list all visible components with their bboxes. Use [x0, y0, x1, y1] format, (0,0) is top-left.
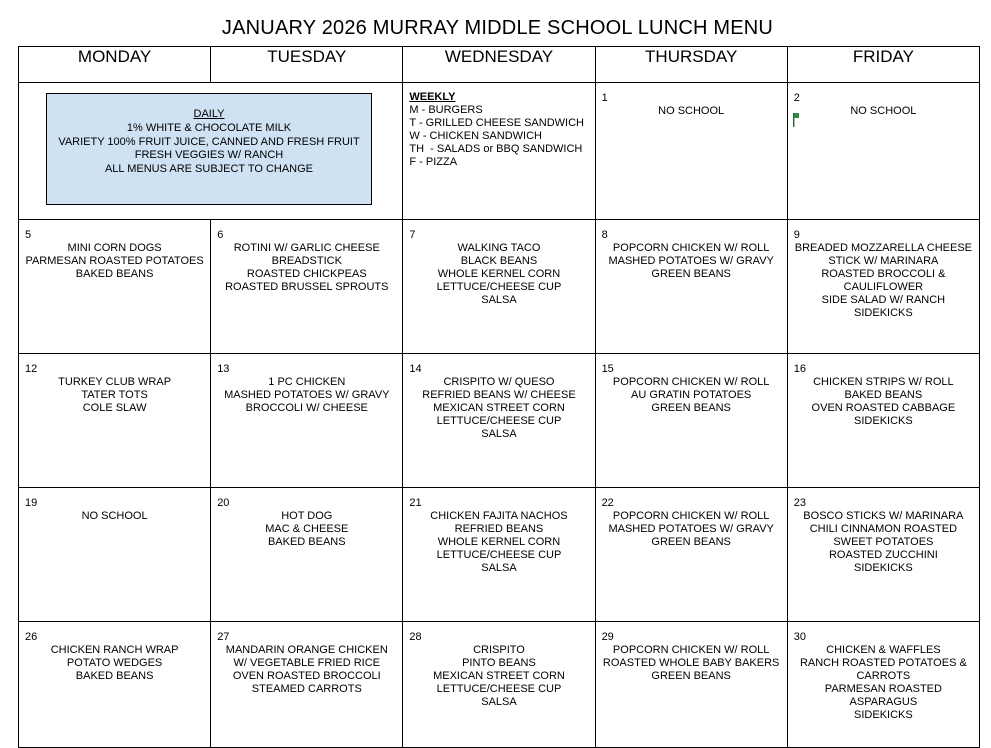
menu-item: BLACK BEANS — [460, 255, 538, 267]
day-cell — [19, 622, 211, 748]
menu-item: MANDARIN ORANGE CHICKEN — [225, 644, 388, 656]
week-row — [19, 488, 980, 622]
menu-item: POPCORN CHICKEN W/ ROLL — [612, 510, 770, 522]
menu-item: CHILI CINNAMON ROASTED — [809, 523, 958, 535]
menu-item: BREADSTICK — [271, 255, 342, 267]
day-cell — [403, 622, 595, 748]
menu-item: GREEN BEANS — [651, 268, 731, 280]
menu-item: BOSCO STICKS W/ MARINARA — [803, 510, 964, 522]
day-cell — [19, 220, 211, 354]
day-cell — [595, 354, 787, 488]
weekly-line: T - GRILLED CHEESE SANDWICH — [409, 117, 584, 129]
menu-item: BAKED BEANS — [267, 536, 346, 548]
menu-item: SALSA — [481, 696, 517, 708]
weekly-line: M - BURGERS — [409, 104, 483, 116]
menu-item: STEAMED CARROTS — [251, 683, 362, 695]
menu-item: CHICKEN & WAFFLES — [826, 644, 941, 656]
menu-item: CRISPITO — [473, 644, 525, 656]
day-cell — [403, 354, 595, 488]
day-cell — [787, 83, 979, 220]
menu-item: SWEET POTATOES — [833, 536, 934, 548]
menu-item: SIDE SALAD W/ RANCH — [821, 294, 946, 306]
day-number: 6 — [217, 229, 224, 241]
day-header-thursday: THURSDAY — [595, 47, 787, 83]
day-cell — [787, 488, 979, 622]
menu-item: SALSA — [481, 294, 517, 306]
menu-item: CRISPITO W/ QUESO — [443, 376, 555, 388]
menu-item: W/ VEGETABLE FRIED RICE — [233, 657, 381, 669]
menu-item: STICK W/ MARINARA — [828, 255, 939, 267]
menu-item: BROCCOLI W/ CHEESE — [245, 402, 368, 414]
menu-item: TURKEY CLUB WRAP — [58, 376, 172, 388]
menu-item: AU GRATIN POTATOES — [631, 389, 752, 401]
day-cell — [787, 220, 979, 354]
day-header-monday: MONDAY — [19, 47, 211, 83]
menu-item: CHICKEN STRIPS W/ ROLL — [813, 376, 954, 388]
menu-item: LETTUCE/CHEESE CUP — [436, 281, 562, 293]
menu-item: MASHED POTATOES W/ GRAVY — [224, 389, 390, 401]
weekly-line: TH - SALADS or BBQ SANDWICH — [409, 143, 583, 155]
day-number: 9 — [793, 229, 800, 241]
weekly-cell — [403, 83, 595, 220]
menu-item: ROASTED BRUSSEL SPROUTS — [225, 281, 389, 293]
day-cell — [403, 488, 595, 622]
menu-item: ROASTED ZUCCHINI — [828, 549, 938, 561]
day-number: 30 — [793, 631, 806, 643]
day-number: 5 — [25, 229, 32, 241]
menu-item: 1 PC CHICKEN — [268, 376, 346, 388]
day-header-row — [19, 47, 980, 83]
menu-item: LETTUCE/CHEESE CUP — [436, 549, 562, 561]
daily-line: ALL MENUS ARE SUBJECT TO CHANGE — [104, 163, 314, 176]
menu-item: BAKED BEANS — [75, 670, 154, 682]
menu-item: OVEN ROASTED BROCCOLI — [232, 670, 381, 682]
menu-item: BREADED MOZZARELLA CHEESE — [794, 242, 973, 254]
menu-item: HOT DOG — [281, 510, 333, 522]
day-cell — [19, 354, 211, 488]
menu-item: MINI CORN DOGS — [67, 242, 162, 254]
day-number: 12 — [25, 363, 38, 375]
menu-item: POTATO WEDGES — [66, 657, 163, 669]
day-cell — [595, 488, 787, 622]
menu-item: WHOLE KERNEL CORN — [437, 268, 561, 280]
menu-item: ROASTED BROCCOLI & — [821, 268, 946, 280]
menu-item: MASHED POTATOES W/ GRAVY — [608, 255, 774, 267]
day-number: 2 — [793, 92, 800, 104]
menu-item: CHICKEN RANCH WRAP — [50, 644, 179, 656]
day-header-wednesday: WEDNESDAY — [403, 47, 595, 83]
menu-item: ROASTED CHICKPEAS — [246, 268, 367, 280]
menu-item: RANCH ROASTED POTATOES & — [799, 657, 967, 669]
menu-item: SIDEKICKS — [854, 307, 913, 319]
week-row — [19, 622, 980, 748]
menu-item: MASHED POTATOES W/ GRAVY — [608, 523, 774, 535]
menu-item: PINTO BEANS — [462, 657, 536, 669]
menu-item: NO SCHOOL — [81, 510, 148, 522]
weekly-title: WEEKLY — [409, 91, 456, 103]
day-cell — [403, 220, 595, 354]
menu-item: POPCORN CHICKEN W/ ROLL — [612, 242, 770, 254]
menu-item: GREEN BEANS — [651, 536, 731, 548]
day-number: 8 — [601, 229, 608, 241]
menu-item: POPCORN CHICKEN W/ ROLL — [612, 376, 770, 388]
menu-item: ROASTED WHOLE BABY BAKERS — [602, 657, 780, 669]
menu-item: SALSA — [481, 562, 517, 574]
day-number: 21 — [409, 497, 422, 509]
day-cell — [211, 354, 403, 488]
menu-item: REFRIED BEANS — [454, 523, 544, 535]
day-cell — [595, 220, 787, 354]
day-number: 29 — [601, 631, 614, 643]
menu-item: CAULIFLOWER — [843, 281, 924, 293]
week-row — [19, 220, 980, 354]
weekly-line: F - PIZZA — [409, 156, 458, 168]
menu-item: BAKED BEANS — [844, 389, 923, 401]
day-number: 28 — [409, 631, 422, 643]
menu-item: ROTINI W/ GARLIC CHEESE — [233, 242, 380, 254]
menu-item: ASPARAGUS — [849, 696, 918, 708]
daily-cell — [19, 83, 403, 220]
day-number: 1 — [601, 92, 608, 104]
menu-item: GREEN BEANS — [651, 670, 731, 682]
menu-item: COLE SLAW — [82, 402, 147, 414]
menu-item: LETTUCE/CHEESE CUP — [436, 415, 562, 427]
menu-item: REFRIED BEANS W/ CHEESE — [422, 389, 576, 401]
week-row — [19, 354, 980, 488]
day-cell — [211, 220, 403, 354]
daily-line: 1% WHITE & CHOCOLATE MILK — [126, 121, 292, 134]
menu-item: SIDEKICKS — [854, 709, 913, 721]
day-cell — [19, 488, 211, 622]
day-number: 14 — [409, 363, 422, 375]
daily-info-box — [46, 93, 372, 205]
day-number: 20 — [217, 497, 230, 509]
day-number: 22 — [601, 497, 614, 509]
day-cell — [211, 488, 403, 622]
menu-item: POPCORN CHICKEN W/ ROLL — [612, 644, 770, 656]
menu-item: TATER TOTS — [81, 389, 148, 401]
weekly-line: W - CHICKEN SANDWICH — [409, 130, 542, 142]
day-cell — [595, 83, 787, 220]
menu-item: MAC & CHEESE — [265, 523, 349, 535]
day-number: 13 — [217, 363, 230, 375]
daily-title: DAILY — [193, 108, 225, 120]
day-cell — [595, 622, 787, 748]
menu-item: NO SCHOOL — [850, 105, 917, 117]
menu-item: GREEN BEANS — [651, 402, 731, 414]
day-number: 15 — [601, 363, 614, 375]
menu-item: SALSA — [481, 428, 517, 440]
day-header-friday: FRIDAY — [787, 47, 979, 83]
daily-line: VARIETY 100% FRUIT JUICE, CANNED AND FRESH FRUIT — [58, 135, 360, 148]
day-cell — [787, 354, 979, 488]
menu-item: SIDEKICKS — [854, 562, 913, 574]
day-header-tuesday: TUESDAY — [211, 47, 403, 83]
day-number: 19 — [25, 497, 38, 509]
day-number: 7 — [409, 229, 416, 241]
menu-item: MEXICAN STREET CORN — [433, 402, 565, 414]
menu-item: NO SCHOOL — [658, 105, 725, 117]
menu-item: CHICKEN FAJITA NACHOS — [430, 510, 568, 522]
day-cell — [211, 622, 403, 748]
menu-item: BAKED BEANS — [75, 268, 154, 280]
day-cell — [787, 622, 979, 748]
day-number: 27 — [217, 631, 230, 643]
menu-item: SIDEKICKS — [854, 415, 913, 427]
day-number: 16 — [793, 363, 806, 375]
menu-item: LETTUCE/CHEESE CUP — [436, 683, 562, 695]
menu-calendar — [18, 46, 980, 748]
menu-item: PARMESAN ROASTED POTATOES — [25, 255, 204, 267]
day-number: 26 — [25, 631, 38, 643]
menu-item: OVEN ROASTED CABBAGE — [811, 402, 956, 414]
day-number: 23 — [793, 497, 806, 509]
page-title: JANUARY 2026 MURRAY MIDDLE SCHOOL LUNCH MENU — [221, 17, 774, 39]
flag-icon — [793, 113, 799, 127]
daily-line: FRESH VEGGIES W/ RANCH — [134, 149, 284, 162]
menu-item: WHOLE KERNEL CORN — [437, 536, 561, 548]
menu-item: PARMESAN ROASTED — [824, 683, 942, 695]
menu-item: MEXICAN STREET CORN — [433, 670, 565, 682]
menu-item: CARROTS — [856, 670, 911, 682]
week-row — [19, 83, 980, 220]
menu-item: WALKING TACO — [457, 242, 541, 254]
